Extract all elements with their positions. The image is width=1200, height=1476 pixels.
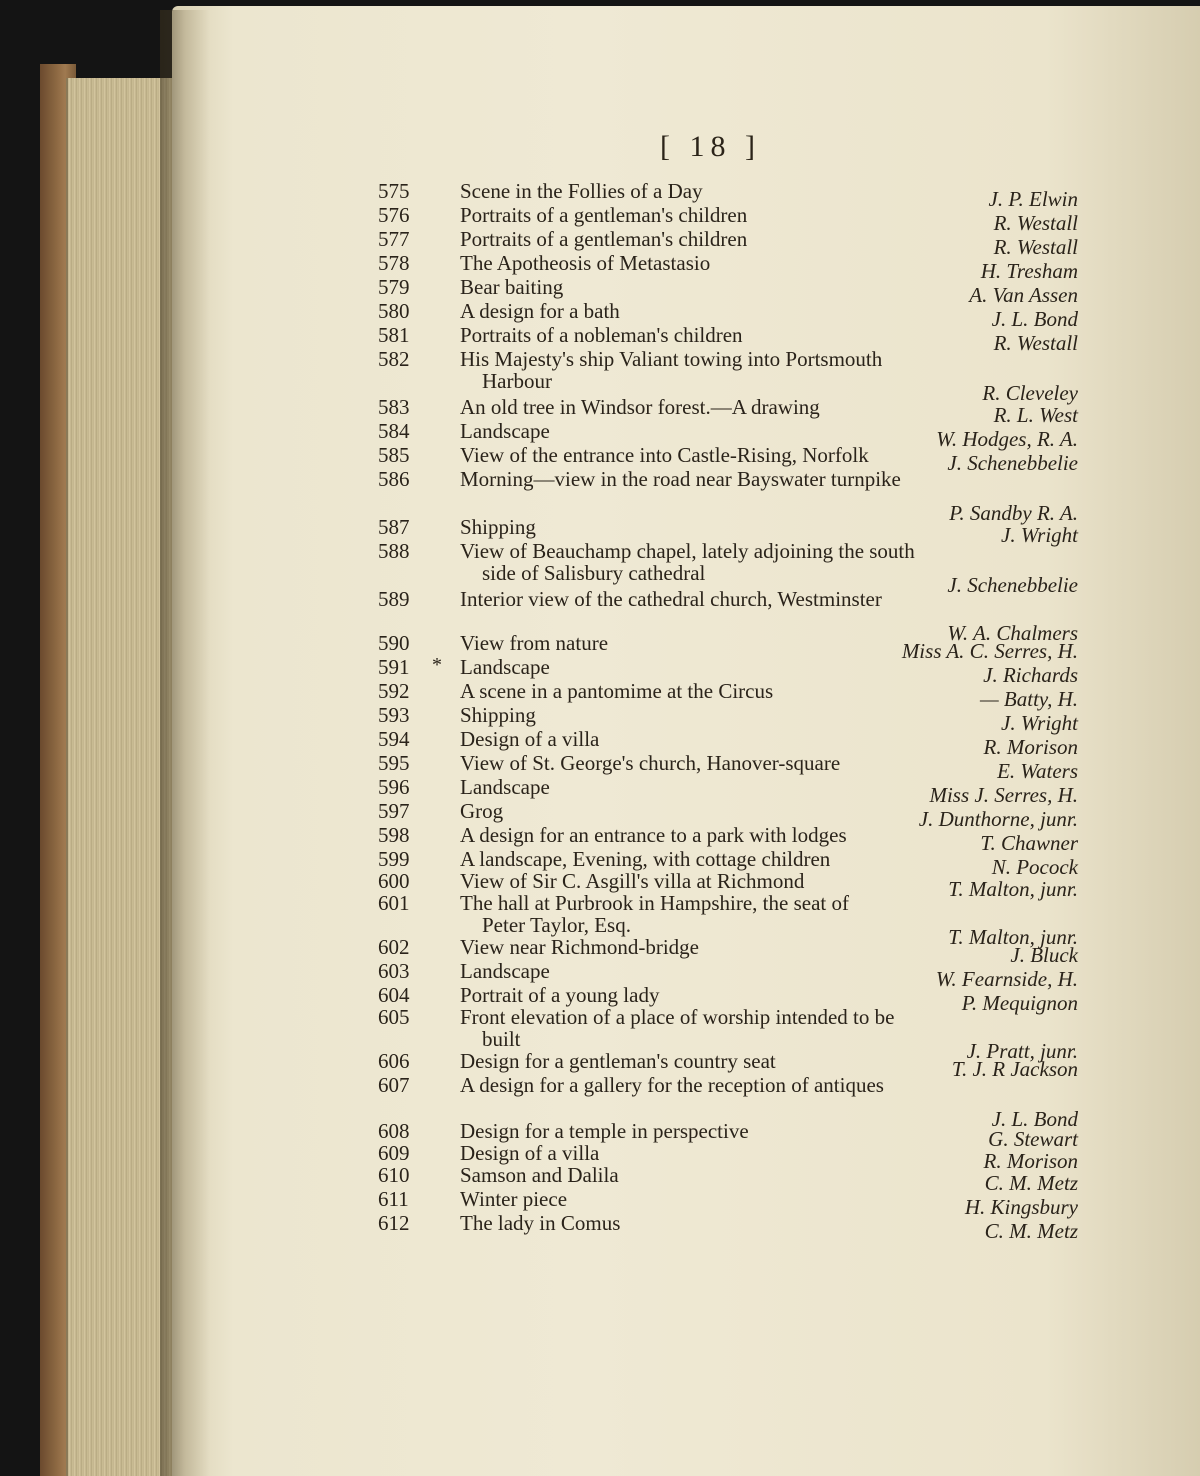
entry-artist: H. Tresham	[980, 259, 1078, 283]
entry-title: Morning—view in the road near Bayswater turnpike	[460, 467, 901, 491]
catalogue-entry	[378, 1186, 1078, 1219]
entry-number: 584	[378, 419, 410, 443]
catalogue-entry	[378, 798, 1078, 831]
entry-number: 602	[378, 935, 410, 959]
entry-number: 575	[378, 179, 410, 203]
entry-number: 591	[378, 655, 410, 679]
entry-title: Samson and Dalila	[460, 1163, 619, 1187]
entry-artist: J. L. Bond	[991, 1107, 1078, 1131]
entry-title: Portraits of a gentleman's children	[460, 203, 748, 227]
entry-number: 579	[378, 275, 410, 299]
entry-title: Winter piece	[460, 1187, 568, 1211]
entry-title: Design for a temple in perspective	[460, 1119, 749, 1143]
entry-number: 581	[378, 323, 410, 347]
entry-title: Shipping	[460, 703, 536, 727]
entry-number: 608	[378, 1119, 410, 1143]
entry-title: View of St. George's church, Hanover-square	[460, 751, 841, 775]
entry-title: Portrait of a young lady	[460, 983, 660, 1007]
entry-title: Landscape	[460, 655, 550, 679]
catalogue-entry	[378, 934, 1078, 967]
entry-artist: R. L. West	[993, 403, 1078, 427]
entry-title: View of Sir C. Asgill's villa at Richmond	[460, 869, 805, 893]
entry-title: Grog	[460, 799, 504, 823]
entry-number: 589	[378, 587, 410, 611]
entry-number: 587	[378, 515, 410, 539]
entry-artist: J. Richards	[983, 663, 1078, 687]
catalogue-entry	[378, 630, 1078, 663]
entry-title: A scene in a pantomime at the Circus	[460, 679, 774, 703]
entry-title: Design for a gentleman's country seat	[460, 1049, 776, 1073]
entry-title: View of Beauchamp chapel, lately adjoining the south	[460, 539, 915, 563]
entry-artist: R. Morison	[983, 1149, 1078, 1173]
catalogue-entry	[378, 538, 1078, 597]
catalogue-entry	[378, 442, 1078, 475]
entry-artist: R. Westall	[993, 331, 1078, 355]
entry-number: 607	[378, 1073, 410, 1097]
entry-artist: T. J. R Jackson	[951, 1057, 1078, 1081]
entry-number: 592	[378, 679, 410, 703]
entry-artist: R. Morison	[983, 735, 1078, 759]
entry-title: View from nature	[460, 631, 609, 655]
entry-title: An old tree in Windsor forest.—A drawing	[460, 395, 820, 419]
catalogue-entry	[378, 466, 1078, 525]
entry-title-continuation: side of Salisbury cathedral	[482, 561, 706, 585]
entry-artist: H. Kingsbury	[964, 1195, 1078, 1219]
entry-artist: J. P. Elwin	[988, 187, 1078, 211]
entry-number: 594	[378, 727, 410, 751]
entry-title: A design for an entrance to a park with lodges	[460, 823, 847, 847]
entry-artist: C. M. Metz	[984, 1171, 1078, 1195]
catalogue-entry	[378, 1162, 1078, 1195]
entry-number: 576	[378, 203, 410, 227]
catalogue-entry	[378, 274, 1078, 307]
entry-title: Design of a villa	[460, 727, 600, 751]
entry-title: View of the entrance into Castle-Rising, Norfolk	[460, 443, 869, 467]
entry-artist: P. Mequignon	[961, 991, 1078, 1015]
entry-number: 601	[378, 891, 410, 915]
entry-artist: N. Pocock	[991, 855, 1078, 879]
entry-artist: A. Van Assen	[969, 283, 1078, 307]
catalogue-entry	[378, 822, 1078, 855]
entry-title: Interior view of the cathedral church, Westminster	[460, 587, 882, 611]
entry-title: His Majesty's ship Valiant towing into Portsmouth	[460, 347, 883, 371]
entry-title: Shipping	[460, 515, 536, 539]
entry-artist: Miss A. C. Serres, H.	[901, 639, 1078, 663]
entry-title: Design of a villa	[460, 1141, 600, 1165]
entry-number: 578	[378, 251, 410, 275]
entry-artist: J. Bluck	[1010, 943, 1078, 967]
catalogue-entry	[378, 322, 1078, 355]
catalogue-entry	[378, 750, 1078, 783]
catalogue-entry	[378, 394, 1078, 427]
entry-artist: J. Pratt, junr.	[966, 1039, 1078, 1063]
entry-title: Portraits of a gentleman's children	[460, 227, 748, 251]
catalogue-entry	[378, 418, 1078, 451]
entry-number: 596	[378, 775, 410, 799]
entry-title: Landscape	[460, 959, 550, 983]
entry-number: 610	[378, 1163, 410, 1187]
entry-artist: W. A. Chalmers	[947, 621, 1078, 645]
entry-number: 605	[378, 1005, 410, 1029]
entry-artist: R. Westall	[993, 235, 1078, 259]
entry-number: 582	[378, 347, 410, 371]
entry-artist: G. Stewart	[988, 1127, 1078, 1151]
entry-artist: J. Schenebbelie	[947, 451, 1078, 475]
entry-number: 606	[378, 1049, 410, 1073]
catalogue-entry	[378, 774, 1078, 807]
catalogue-entry	[378, 726, 1078, 759]
entry-title: Portraits of a nobleman's children	[460, 323, 743, 347]
entry-artist: — Batty, H.	[980, 687, 1078, 711]
entry-star-mark: *	[432, 654, 442, 676]
catalogue-entry	[378, 226, 1078, 259]
entry-number: 599	[378, 847, 410, 871]
page-number: [ 18 ]	[660, 130, 761, 163]
entry-artist: T. Malton, junr.	[948, 877, 1078, 901]
catalogue-entry	[378, 958, 1078, 991]
entry-number: 595	[378, 751, 410, 775]
entry-number: 609	[378, 1141, 410, 1165]
catalogue-entry	[378, 654, 1078, 687]
entry-title: Front elevation of a place of worship intended to be	[460, 1005, 895, 1029]
catalogue-entry	[378, 298, 1078, 331]
entry-title: The lady in Comus	[460, 1211, 621, 1235]
entry-artist: C. M. Metz	[984, 1219, 1078, 1243]
entry-number: 590	[378, 631, 410, 655]
entry-title: Bear baiting	[460, 275, 564, 299]
catalogue-entry	[378, 678, 1078, 711]
catalogue-entry	[378, 202, 1078, 235]
entry-artist: J. Dunthorne, junr.	[918, 807, 1078, 831]
entry-title: View near Richmond-bridge	[460, 935, 699, 959]
catalogue-entry	[378, 250, 1078, 283]
entry-title: A design for a gallery for the reception of antiques	[460, 1073, 884, 1097]
entry-title: Landscape	[460, 419, 550, 443]
entry-title: Scene in the Follies of a Day	[460, 179, 703, 203]
entry-number: 577	[378, 227, 410, 251]
entry-artist: P. Sandby R. A.	[949, 501, 1078, 525]
entry-title: A design for a bath	[460, 299, 620, 323]
catalogue-entry	[378, 514, 1078, 547]
entry-title-continuation: Peter Taylor, Esq.	[482, 913, 631, 937]
entry-number: 586	[378, 467, 410, 491]
entry-number: 612	[378, 1211, 410, 1235]
entry-title: The Apotheosis of Metastasio	[460, 251, 711, 275]
entry-number: 580	[378, 299, 410, 323]
entry-artist: T. Chawner	[980, 831, 1078, 855]
entry-number: 585	[378, 443, 410, 467]
catalogue-entry	[378, 178, 1078, 211]
entry-title: A landscape, Evening, with cottage children	[460, 847, 831, 871]
entry-artist: J. Wright	[1001, 711, 1078, 735]
catalogue-entry	[378, 346, 1078, 405]
entry-title: The hall at Purbrook in Hampshire, the seat of	[460, 891, 849, 915]
catalogue-entry	[378, 702, 1078, 735]
entry-artist: E. Waters	[997, 759, 1078, 783]
entry-number: 604	[378, 983, 410, 1007]
entry-number: 588	[378, 539, 410, 563]
entry-artist: J. L. Bond	[991, 307, 1078, 331]
entry-number: 598	[378, 823, 410, 847]
entry-title-continuation: Harbour	[482, 369, 552, 393]
entry-number: 611	[378, 1187, 409, 1211]
entry-artist: T. Malton, junr.	[948, 925, 1078, 949]
entry-number: 583	[378, 395, 410, 419]
entry-number: 597	[378, 799, 410, 823]
entry-artist: W. Hodges, R. A.	[936, 427, 1078, 451]
entry-number: 593	[378, 703, 410, 727]
entry-number: 603	[378, 959, 410, 983]
entry-artist: W. Fearnside, H.	[935, 967, 1078, 991]
entry-artist: R. Westall	[993, 211, 1078, 235]
entry-artist: J. Schenebbelie	[947, 573, 1078, 597]
entry-title-continuation: built	[482, 1027, 521, 1051]
catalogue-entry	[378, 1048, 1078, 1081]
entry-artist: R. Cleveley	[982, 381, 1078, 405]
catalogue-entry	[378, 1210, 1078, 1243]
entry-number: 600	[378, 869, 410, 893]
entry-title: Landscape	[460, 775, 550, 799]
entry-artist: Miss J. Serres, H.	[929, 783, 1078, 807]
entry-artist: J. Wright	[1001, 523, 1078, 547]
